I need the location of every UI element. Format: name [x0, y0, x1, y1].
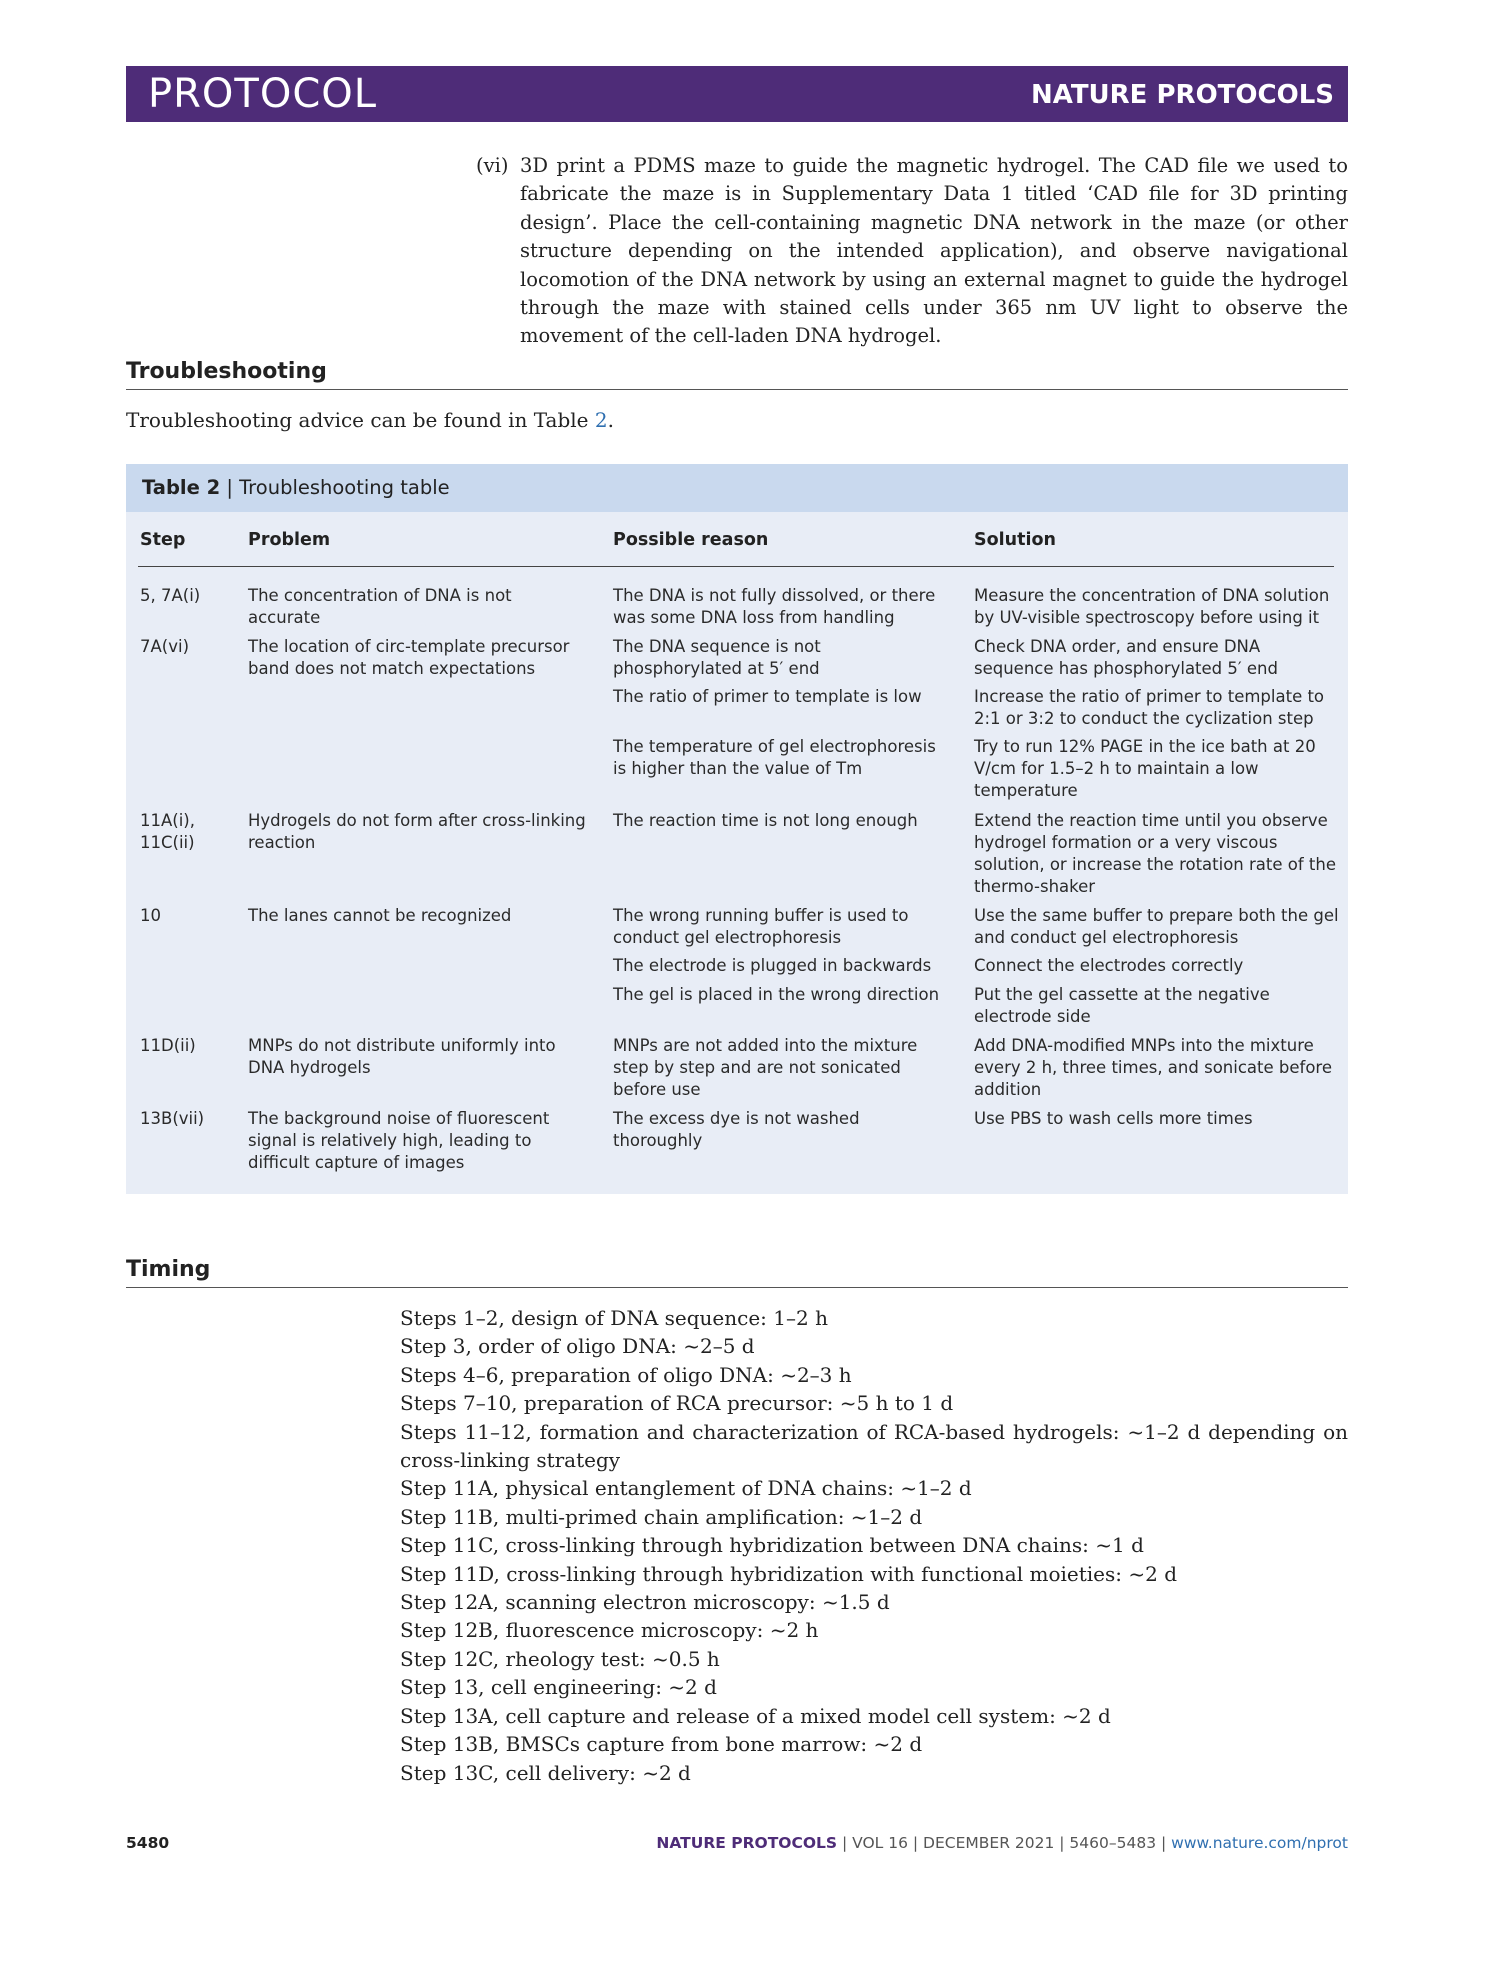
timing-item: Step 11B, multi-primed chain amplification: ~1–2 d: [400, 1504, 923, 1529]
journal-name: NATURE PROTOCOLS: [1030, 80, 1334, 110]
section-type-label: PROTOCOL: [148, 71, 378, 117]
table-cell-reason: The ratio of primer to template is low: [613, 687, 922, 706]
header-divider: [138, 566, 1334, 567]
troubleshooting-intro: [126, 406, 614, 434]
timing-item: Step 11D, cross-linking through hybridization with functional moieties: ~2 d: [400, 1561, 1177, 1586]
table-caption: [126, 464, 1348, 512]
footer-separator: |: [907, 1834, 924, 1852]
footer-separator: |: [1156, 1834, 1172, 1852]
footer-volume: VOL 16: [852, 1834, 908, 1852]
procedure-step-vi: [476, 152, 1348, 351]
page-number: 5480: [126, 1834, 170, 1852]
table-cell-solution: Add DNA-modified MNPs into the mixture every 2 h, three times, and sonicate before addition: [974, 1036, 1332, 1099]
timing-item: Step 11C, cross-linking through hybridization between DNA chains: ~1 d: [400, 1533, 1144, 1558]
footer-journal-name: NATURE PROTOCOLS: [656, 1834, 838, 1852]
journal-url-link[interactable]: www.nature.com/nprot: [1171, 1834, 1348, 1852]
table-reference-link[interactable]: 2: [594, 408, 608, 432]
table-cell-solution: Use PBS to wash cells more times: [974, 1109, 1253, 1128]
intro-text: Troubleshooting advice can be found in Table: [126, 408, 595, 432]
table-cell-problem: MNPs do not distribute uniformly into DNA hydrogels: [248, 1036, 556, 1077]
table-cell-reason: The DNA sequence is not phosphorylated at 5′ end: [613, 637, 821, 678]
table-cell-problem: The concentration of DNA is not accurate: [248, 586, 512, 627]
timing-item: Step 12A, scanning electron microscopy: ~1.5 d: [400, 1590, 890, 1615]
troubleshooting-table: [126, 464, 1348, 1194]
table-cell-step: 7A(vi): [140, 637, 190, 656]
timing-item: Steps 4–6, preparation of oligo DNA: ~2–3 h: [400, 1362, 852, 1387]
table-title: Troubleshooting table: [239, 476, 450, 499]
table-cell-solution: Check DNA order, and ensure DNA sequence has phosphorylated 5′ end: [974, 637, 1278, 678]
table-cell-reason: The reaction time is not long enough: [613, 811, 918, 830]
table-cell-step: 5, 7A(i): [140, 586, 201, 605]
caption-separator: |: [220, 476, 240, 499]
table-cell-solution: Use the same buffer to prepare both the gel and conduct gel electrophoresis: [974, 906, 1339, 947]
column-header-problem: Problem: [248, 530, 331, 550]
table-cell-solution: Increase the ratio of primer to template to 2:1 or 3:2 to conduct the cyclization step: [974, 687, 1325, 728]
table-cell-reason: The temperature of gel electrophoresis is higher than the value of Tm: [613, 737, 936, 778]
timing-item: Step 3, order of oligo DNA: ~2–5 d: [400, 1334, 755, 1359]
table-cell-reason: The electrode is plugged in backwards: [613, 956, 932, 975]
timing-item: Steps 7–10, preparation of RCA precursor: ~5 h to 1 d: [400, 1391, 954, 1416]
table-cell-reason: The wrong running buffer is used to conduct gel electrophoresis: [613, 906, 909, 947]
footer-pages: 5460–5483: [1069, 1834, 1157, 1852]
table-cell-problem: The background noise of fluorescent signal is relatively high, leading to difficult capture of images: [248, 1109, 550, 1172]
table-cell-reason: The DNA is not fully dissolved, or there was some DNA loss from handling: [613, 586, 936, 627]
table-cell-problem: Hydrogels do not form after cross-linking reaction: [248, 811, 586, 852]
footer-separator: |: [1054, 1834, 1070, 1852]
timing-heading: Timing: [126, 1256, 1348, 1288]
table-cell-reason: MNPs are not added into the mixture step by step and are not sonicated before use: [613, 1036, 918, 1099]
table-cell-problem: The location of circ-template precursor band does not match expectations: [248, 637, 570, 678]
footer-separator: |: [837, 1834, 853, 1852]
timing-item: Step 13, cell engineering: ~2 d: [400, 1675, 717, 1700]
timing-item: Step 12B, fluorescence microscopy: ~2 h: [400, 1618, 819, 1643]
table-label: Table 2: [142, 476, 221, 499]
timing-item: Steps 1–2, design of DNA sequence: 1–2 h: [400, 1306, 828, 1330]
table-cell-reason: The excess dye is not washed thoroughly: [613, 1109, 860, 1150]
table-cell-solution: Connect the electrodes correctly: [974, 956, 1244, 975]
column-header-step: Step: [140, 530, 186, 550]
timing-list: [400, 1304, 1348, 1787]
table-cell-solution: Try to run 12% PAGE in the ice bath at 20 V/cm for 1.5–2 h to maintain a low temperature: [974, 737, 1316, 800]
table-cell-solution: Extend the reaction time until you observe hydrogel formation or a very viscous solution, or increase the rotation rate of the thermo-shaker: [974, 811, 1337, 896]
timing-item: Step 13A, cell capture and release of a mixed model cell system: ~2 d: [400, 1703, 1111, 1728]
step-text: 3D print a PDMS maze to guide the magnetic hydrogel. The CAD file we used to fabricate the maze is in Supplementary Data 1 titled ‘CAD file for 3D printing design’. Place the cell-containing magnetic DNA network in the maze (or other structure depending on the intended application), and observe navigational locomotion of the DNA network by using an external magnet to guide the hydrogel through the maze with stained cells under 365 nm UV light to observe the movement of the cell-laden DNA hydrogel.: [520, 154, 1348, 348]
table-cell-step: 11A(i), 11C(ii): [140, 811, 195, 852]
timing-item: Step 11A, physical entanglement of DNA chains: ~1–2 d: [400, 1476, 972, 1501]
column-header-reason: Possible reason: [613, 530, 769, 550]
table-cell-step: 10: [140, 906, 161, 925]
journal-citation: [656, 1832, 1348, 1854]
footer-date: DECEMBER 2021: [923, 1834, 1055, 1852]
table-cell-solution: Put the gel cassette at the negative electrode side: [974, 985, 1270, 1026]
table-cell-reason: The gel is placed in the wrong direction: [613, 985, 940, 1004]
column-header-solution: Solution: [974, 530, 1056, 550]
timing-item: Step 13C, cell delivery: ~2 d: [400, 1760, 691, 1785]
table-cell-solution: Measure the concentration of DNA solution by UV-visible spectroscopy before using it: [974, 586, 1330, 627]
header-banner: [126, 66, 1348, 122]
timing-item: Steps 11–12, formation and characterization of RCA-based hydrogels: ~1–2 d depending on cross-linking strategy: [400, 1419, 1348, 1473]
table-cell-problem: The lanes cannot be recognized: [248, 906, 512, 925]
timing-item: Step 12C, rheology test: ~0.5 h: [400, 1646, 720, 1671]
timing-item: Step 13B, BMSCs capture from bone marrow: ~2 d: [400, 1732, 923, 1757]
intro-period: .: [607, 408, 614, 432]
table-cell-step: 11D(ii): [140, 1036, 196, 1055]
table-cell-step: 13B(vii): [140, 1109, 205, 1128]
troubleshooting-heading: Troubleshooting: [126, 358, 1348, 390]
step-number: (vi): [476, 154, 509, 177]
